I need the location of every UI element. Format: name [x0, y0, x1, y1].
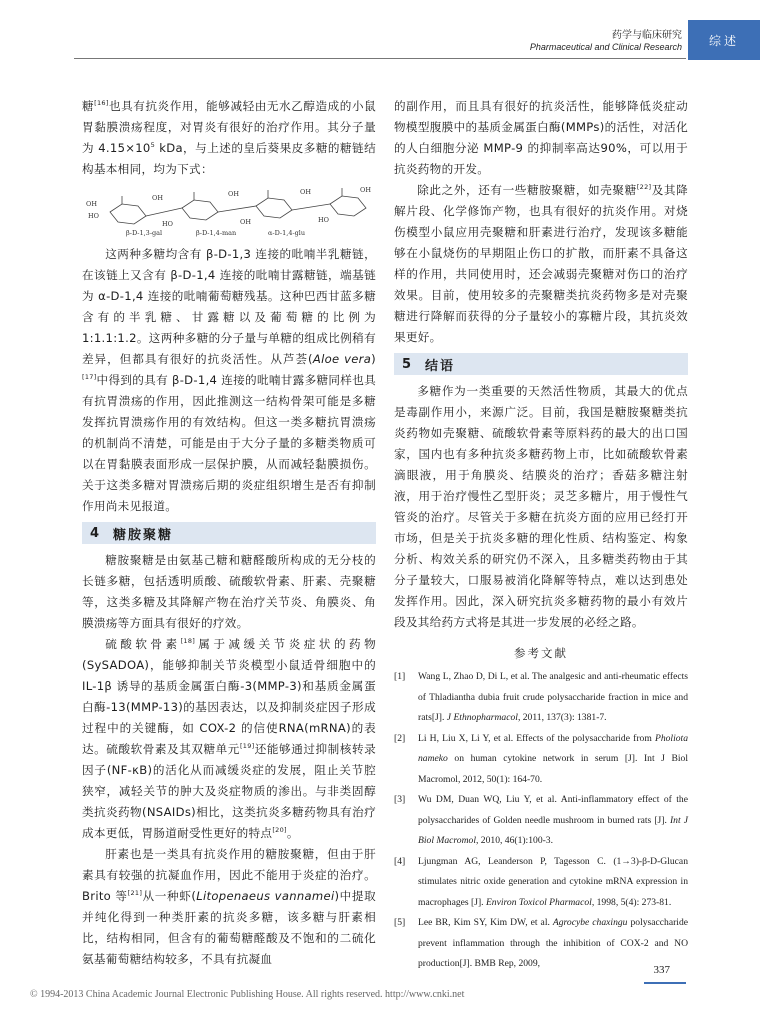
references-title: 参考文献 [514, 646, 568, 660]
svg-text:HO: HO [318, 216, 329, 224]
header-rule [74, 58, 686, 59]
page-number-bar [644, 982, 686, 984]
svg-text:OH: OH [228, 190, 239, 198]
paragraph: 这两种多糖均含有 β-D-1,3 连接的吡喃半乳糖链，在该链上又含有 β-D-1,4 连接的吡喃甘露糖链，端基链为 α-D-1,4 连接的吡喃葡萄糖残基。这种巴西甘蓝多糖含有的半乳糖、甘露糖以及葡萄糖的比例为 1:1.1:1.2。这两种多糖的分子量与单糖的组成比例稍有差异，但都具有很好的抗炎活性。从芦荟(Aloe vera)[17]中得到的具有 β-D-1,4 连接的吡喃甘露多糖同样也具有抗胃溃疡的作用，因此推测这一结构骨架可能是多糖发挥抗胃溃疡作用的有效结构。但这一类多糖抗胃溃疡的机制尚不清楚，可能是由于大分子量的多糖类物质可以在胃黏膜表面形成一层保护膜，从而减轻黏膜损伤。关于这类多糖对胃溃疡后期的炎症组织增生是否有抑制作用尚未见报道。 [82, 247, 376, 513]
reference-item: [4] Ljungman AG, Leanderson P, Tagesson C. (1→3)-β-D-Glucan stimulates nitric oxide generation and cytokine mRNA expression in macrophages [J]. Environ Toxicol Pharmacol, 1998, 5(4): 273-81. [394, 855, 688, 908]
svg-text:OH: OH [360, 186, 371, 194]
paragraph: 多糖作为一类重要的天然活性物质，其最大的优点是毒副作用小，来源广泛。目前，我国是糖胺聚糖类抗炎药物如壳聚糖、硫酸软骨素等原料药的最大的出口国家，国内也有多种抗炎多糖药物上市，比如硫酸软骨素滴眼液，用于角膜炎、结膜炎的治疗；香菇多糖注射液，用于治疗慢性乙型肝炎；灵芝多糖片，用于慢性气管炎的治疗。尽管关于多糖在抗炎方面的应用已经打开市场，但是关于抗炎多糖的理化性质、结构鉴定、构象分析、构效关系的研究仍不深入，且多糖类药物由于其分子量较大，口服易被消化降解等特点，难以达到患处发挥作用。因此，深入研究抗炎多糖药物的最小有效片段及其给药方式将是其进一步发展的必经之路。 [394, 384, 688, 629]
right-column [394, 96, 688, 975]
svg-text:HO: HO [88, 212, 99, 220]
page-header [0, 0, 760, 62]
structure-label-glu: α-D-1,4-glu [268, 229, 306, 237]
paragraph: 的副作用，而且具有很好的抗炎活性，能够降低炎症动物模型腹膜中的基质金属蛋白酶(MMPs)的活性，对活化的人白细胞分泌 MMP-9 的抑制率高达90%，可以用于抗炎药物的开发。 [394, 99, 688, 176]
page-number: 337 [653, 964, 670, 976]
left-column [82, 96, 376, 970]
reference-item: [5] Lee BR, Kim SY, Kim DW, et al. Agrocybe chaxingu polysaccharide prevent inflammation through the inhibition of COX-2 and NO production[J]. BMB Rep, 2009, [394, 917, 689, 969]
svg-text:OH: OH [300, 188, 311, 196]
structure-label-gal: β-D-1,3-gal [126, 229, 163, 237]
paragraph: 糖胺聚糖是由氨基己糖和糖醛酸所构成的无分枝的长链多糖，包括透明质酸、硫酸软骨素、肝素、壳聚糖等，这类多糖及其降解产物在治疗关节炎、角膜炎、角膜溃疡等方面具有很好的疗效。 [82, 553, 376, 630]
references-list [394, 667, 688, 975]
journal-title-en: Pharmaceutical and Clinical Research [529, 42, 682, 52]
svg-text:OH: OH [240, 218, 251, 226]
reference-item: [1] Wang L, Zhao D, Di L, et al. The analgesic and anti-rheumatic effects of Thladiantha dubia fruit crude polysaccharide fraction in mice and rats[J]. J Ethnopharmacol, 2011, 137(3): 1381-7. [394, 671, 688, 723]
svg-text:HO: HO [162, 220, 173, 228]
paragraph: 肝素也是一类具有抗炎作用的糖胺聚糖，但由于肝素具有较强的抗凝血作用，因此不能用于炎症的治疗。Brito 等[21]从一种虾(Litopenaeus vannamei)中提取并纯化得到一种类肝素的抗炎多糖，该多糖与肝素相比，结构相同，但含有的葡萄糖醛酸及不饱和的二硫化氨基葡萄糖结构较多，不具有抗凝血 [82, 847, 376, 966]
glycan-structure-figure [82, 182, 376, 238]
section-tab: 综述 [688, 20, 760, 60]
paragraph: 糖[16]也具有抗炎作用，能够减轻由无水乙醇造成的小鼠胃黏膜溃疡程度，对胃炎有很好的治疗作用。其分子量为 $4.15\times 10^5$ kDa，与上述的皇后葵果皮多糖的糖链结构基本相同，均为下式： [82, 99, 377, 176]
reference-item: [3] Wu DM, Duan WQ, Liu Y, et al. Anti-inflammatory effect of the polysaccharides of Golden needle mushroom in burned rats [J]. Int J Biol Macromol, 2010, 46(1):100-3. [394, 794, 688, 846]
journal-title-cn: 药学与临床研究 [612, 30, 682, 41]
section-heading-5: 5 结语 [394, 353, 688, 375]
reference-item: [2] Li H, Liu X, Li Y, et al. Effects of the polysaccharide from Pholiota nameko on human cytokine network in serum [J]. Int J Biol Macromol, 2012, 50(1): 164-70. [394, 732, 688, 785]
svg-text:OH: OH [86, 200, 97, 208]
section-heading-4: 4 糖胺聚糖 [82, 522, 376, 544]
structure-label-man: β-D-1,4-man [196, 229, 237, 237]
copyright-footer: © 1994-2013 China Academic Journal Electronic Publishing House. All rights reserved. http://www.cnki.net [30, 989, 465, 1000]
paragraph: 硫酸软骨素[18]属于减缓关节炎症状的药物(SySADOA)，能够抑制关节炎模型小鼠适骨细胞中的 IL-1β 诱导的基质金属蛋白酶-3(MMP-3)和基质金属蛋白酶-13(MMP-13)的基因表达，以及抑制炎症因子形成过程中的关键酶，如 COX-2 的信使RNA(mRNA)的表达。硫酸软骨素及其双糖单元[19]还能够通过抑制核转录因子(NF-κB)的活化从而减缓炎症的发展，阻止关节腔狭窄，减轻关节的肿大及炎症物质的渗出。与非类固醇类抗炎药物(NSAIDs)相比，这类抗炎多糖药物具有治疗成本更低，胃肠道耐受性更好的特点[20]。 [82, 637, 376, 840]
paragraph: 除此之外，还有一些糖胺聚糖，如壳聚糖[22]及其降解片段、化学修饰产物，也具有很好的抗炎作用。对烧伤模型小鼠应用壳聚糖和肝素进行治疗，发现该多糖能够在小鼠烧伤的早期阻止伤口的扩散，而肝素不具备这样的作用，共同使用时，还会减弱壳聚糖对伤口的治疗效果。目前，使用较多的壳聚糖类抗炎药物多是对壳聚糖进行降解而获得的分子量较小的寡糖片段，其抗炎效果更好。 [394, 183, 688, 344]
svg-text:OH: OH [152, 194, 163, 202]
